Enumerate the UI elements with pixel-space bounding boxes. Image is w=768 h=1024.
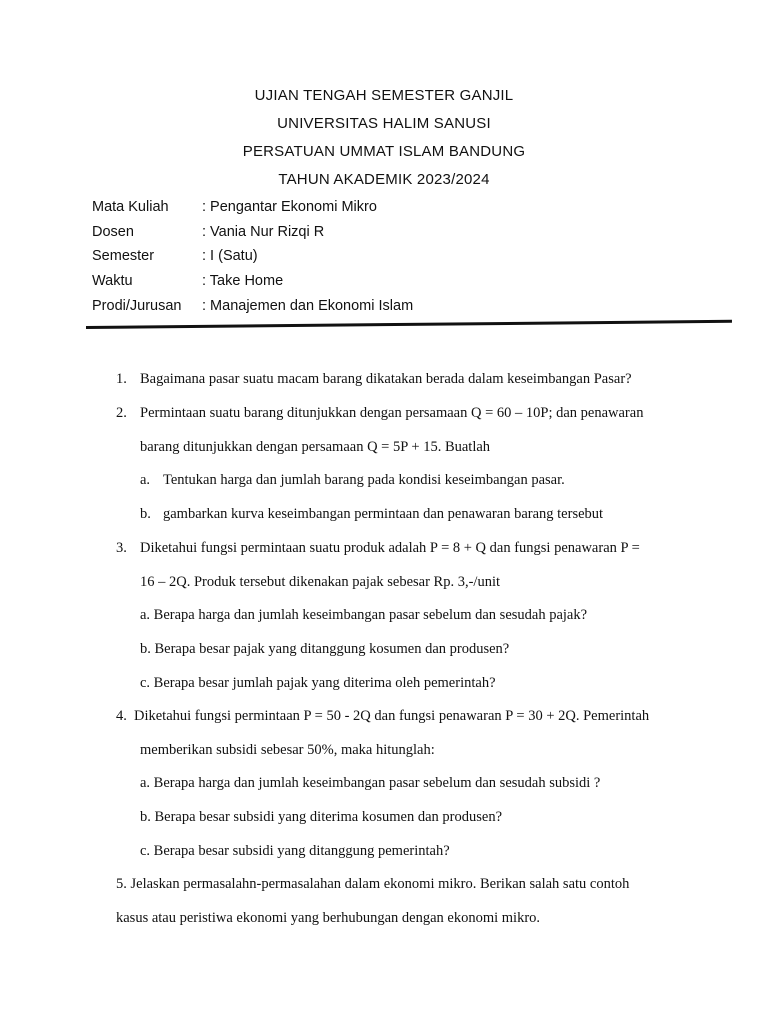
sub-question-b: b. Berapa besar subsidi yang diterima kosumen dan produsen? <box>140 809 503 825</box>
info-key: Dosen <box>92 224 134 240</box>
info-value: : I (Satu) <box>202 248 258 264</box>
sub-question-c: c. Berapa besar jumlah pajak yang diterima oleh pemerintah? <box>140 675 496 691</box>
sub-question-text: Tentukan harga dan jumlah barang pada kondisi keseimbangan pasar. <box>163 472 565 488</box>
question-number: 1. <box>116 371 127 387</box>
organization-name: PERSATUAN UMMAT ISLAM BANDUNG <box>242 143 526 160</box>
question-text: Bagaimana pasar suatu macam barang dikatakan berada dalam keseimbangan Pasar? <box>140 371 632 387</box>
question-text-line: barang ditunjukkan dengan persamaan Q = 5P + 15. Buatlah <box>140 439 491 455</box>
question-text-line: memberikan subsidi sebesar 50%, maka hitunglah: <box>140 742 435 758</box>
question-text-line: Diketahui fungsi permintaan P = 50 - 2Q dan fungsi penawaran P = 30 + 2Q. Pemerintah <box>134 708 650 724</box>
sub-question-c: c. Berapa besar subsidi yang ditanggung pemerintah? <box>140 843 450 859</box>
info-key: Mata Kuliah <box>92 199 169 215</box>
info-key: Prodi/Jurusan <box>92 298 182 314</box>
info-value: : Take Home <box>202 273 284 289</box>
divider-line <box>86 320 732 329</box>
sub-question-text: gambarkan kurva keseimbangan permintaan dan penawaran barang tersebut <box>163 506 604 522</box>
question-text-line: Diketahui fungsi permintaan suatu produk adalah P = 8 + Q dan fungsi penawaran P = <box>140 540 640 556</box>
exam-title: UJIAN TENGAH SEMESTER GANJIL <box>254 87 514 104</box>
question-number: 3. <box>116 540 127 556</box>
question-text <box>140 405 676 422</box>
university-name: UNIVERSITAS HALIM SANUSI <box>277 115 491 132</box>
question-text-line: Permintaan suatu barang ditunjukkan dengan persamaan Q = 60 – 10P; dan penawaran <box>140 405 644 421</box>
sub-question-a: a. Berapa harga dan jumlah keseimbangan pasar sebelum dan sesudah pajak? <box>140 607 588 623</box>
question-number: 4. <box>116 708 127 724</box>
sub-question-label: b. <box>140 506 151 522</box>
question-number: 2. <box>116 405 127 421</box>
info-value: : Manajemen dan Ekonomi Islam <box>202 298 414 314</box>
question-5: 5. Jelaskan permasalahn-permasalahan dalam ekonomi mikro. Berikan salah satu contoh <box>116 876 630 892</box>
question-text-line: 16 – 2Q. Produk tersebut dikenakan pajak sebesar Rp. 3,-/unit <box>140 574 501 590</box>
info-value: : Vania Nur Rizqi R <box>202 224 325 240</box>
academic-year: TAHUN AKADEMIK 2023/2024 <box>278 171 490 188</box>
sub-question-label: a. <box>140 472 151 488</box>
question-text-line: kasus atau peristiwa ekonomi yang berhubungan dengan ekonomi mikro. <box>116 910 541 926</box>
sub-question-b: b. Berapa besar pajak yang ditanggung kosumen dan produsen? <box>140 641 510 657</box>
info-key: Waktu <box>92 273 133 289</box>
sub-question-a: a. Berapa harga dan jumlah keseimbangan pasar sebelum dan sesudah subsidi ? <box>140 775 601 791</box>
info-key: Semester <box>92 248 155 264</box>
info-value: : Pengantar Ekonomi Mikro <box>202 199 377 215</box>
